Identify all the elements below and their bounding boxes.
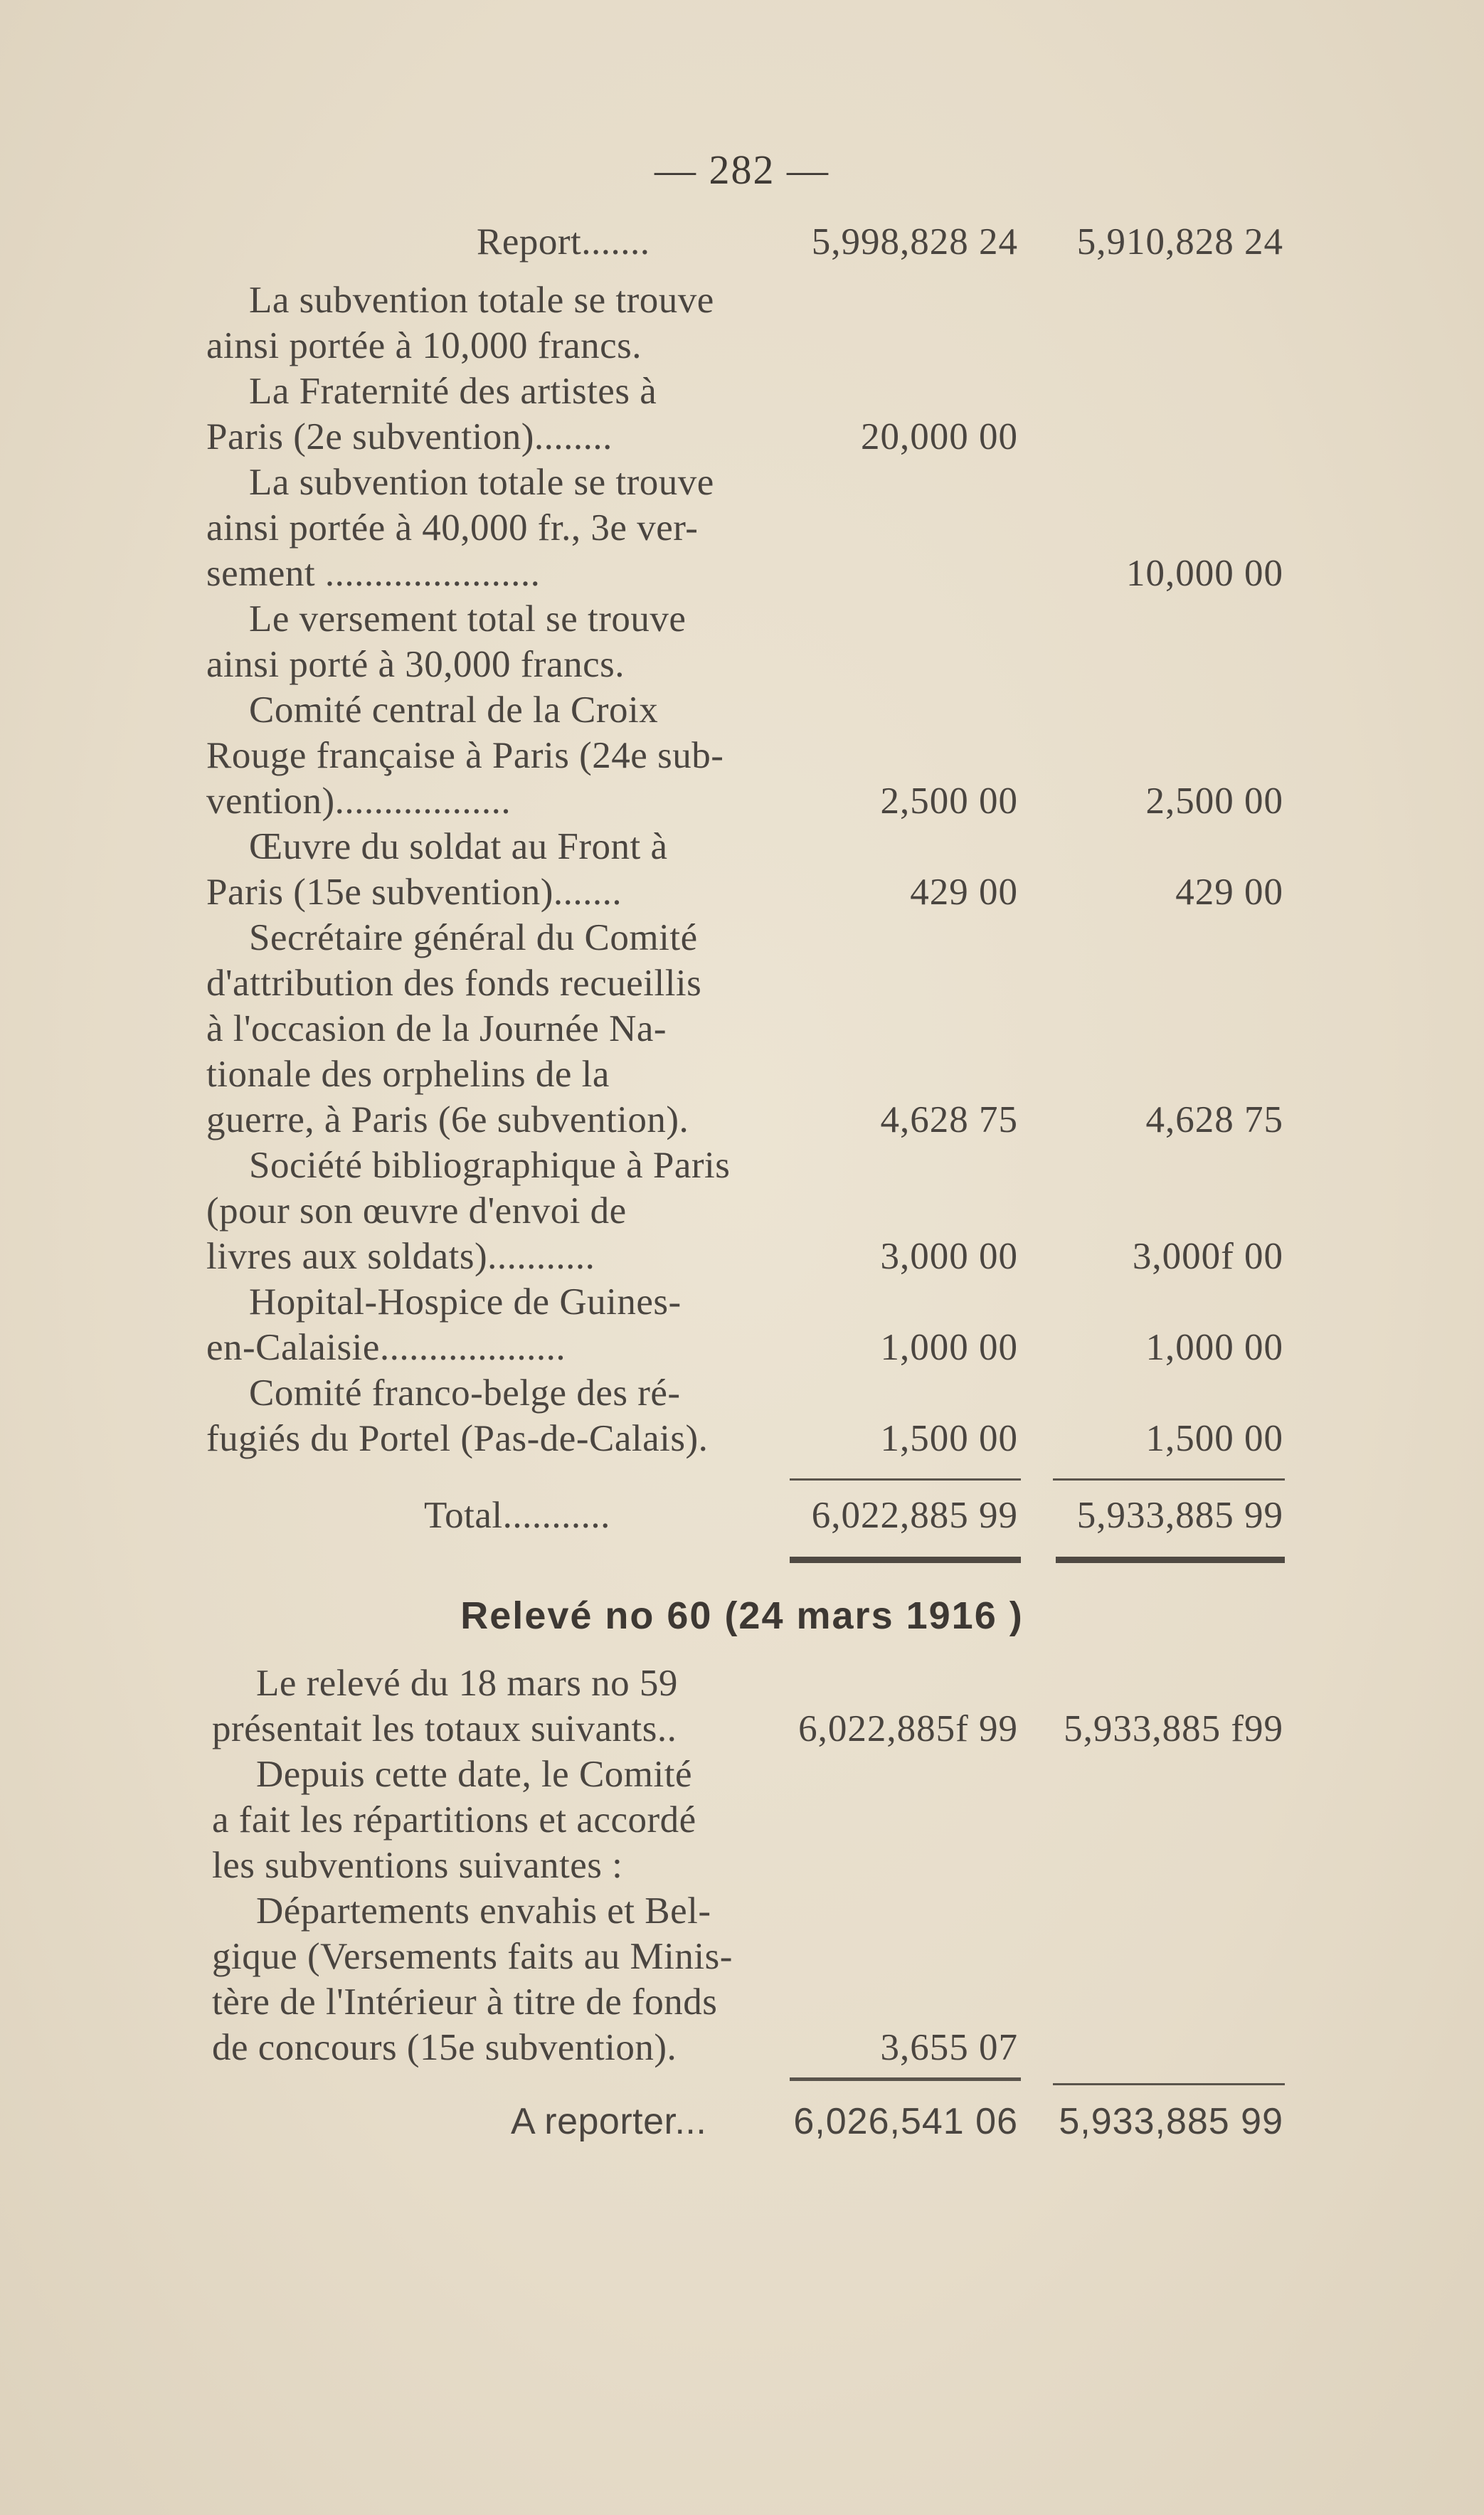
entry-line: vention).................. <box>206 780 512 822</box>
report-label: Report....... <box>477 221 650 263</box>
entry-line: Hopital-Hospice de Guines- <box>249 1281 682 1323</box>
entry-col2: 1,500 00 <box>1145 1418 1283 1459</box>
entry-col1: 2,500 00 <box>880 780 1018 822</box>
total-double-rule-col1 <box>790 1557 1021 1563</box>
total-rule-col2 <box>1053 1478 1285 1481</box>
carry-rule-col2 <box>1053 2083 1285 2085</box>
entry-line: ainsi portée à 40,000 fr., 3e ver- <box>206 507 699 549</box>
entry-line: Œuvre du soldat au Front à <box>249 826 668 867</box>
total-col2: 5,933,885 99 <box>1076 1495 1283 1536</box>
releve-heading: Relevé no 60 (24 mars 1916 ) <box>460 1594 1024 1637</box>
entry-col1: 429 00 <box>910 872 1018 913</box>
releve-line: les subventions suivantes : <box>212 1845 623 1886</box>
releve-line: présentait les totaux suivants.. <box>212 1708 677 1749</box>
entry-line: livres aux soldats)........... <box>206 1236 595 1277</box>
entry-line: La Fraternité des artistes à <box>249 371 657 412</box>
entry-line: en-Calaisie................... <box>206 1327 566 1368</box>
entry-line: ainsi portée à 10,000 francs. <box>206 325 642 366</box>
entry-line: Secrétaire général du Comité <box>249 917 698 958</box>
releve-intro-col1: 6,022,885f 99 <box>798 1708 1018 1749</box>
total-double-rule-col2 <box>1056 1557 1285 1563</box>
total-rule-col1 <box>790 1478 1021 1481</box>
entry-line: sement ...................... <box>206 553 541 594</box>
entry-col1: 3,000 00 <box>880 1236 1018 1277</box>
carry-label: A reporter... <box>511 2101 707 2142</box>
entry-line: (pour son œuvre d'envoi de <box>206 1190 627 1232</box>
entry-line: fugiés du Portel (Pas-de-Calais). <box>206 1418 709 1459</box>
releve-line: tère de l'Intérieur à titre de fonds <box>212 1981 718 2023</box>
carry-col1: 6,026,541 06 <box>793 2101 1018 2142</box>
entry-line: Comité franco-belge des ré- <box>249 1372 681 1414</box>
report-col2: 5,910,828 24 <box>1076 221 1283 263</box>
releve-line: a fait les répartitions et accordé <box>212 1799 696 1841</box>
entry-col2: 10,000 00 <box>1126 553 1283 594</box>
entry-line: ainsi porté à 30,000 francs. <box>206 644 625 685</box>
entry-line: Société bibliographique à Paris <box>249 1145 731 1186</box>
entry-col2: 3,000f 00 <box>1132 1236 1283 1277</box>
entry-col2: 4,628 75 <box>1145 1099 1283 1140</box>
releve-intro-col2: 5,933,885 f99 <box>1064 1708 1283 1749</box>
entry-col2: 2,500 00 <box>1145 780 1283 822</box>
entry-col1: 4,628 75 <box>880 1099 1018 1140</box>
releve-line: Départements envahis et Bel- <box>256 1890 711 1932</box>
releve-line: de concours (15e subvention). <box>212 2027 677 2068</box>
releve-line: gique (Versements faits au Minis- <box>212 1936 733 1977</box>
total-col1: 6,022,885 99 <box>811 1495 1018 1536</box>
entry-col1: 1,500 00 <box>880 1418 1018 1459</box>
entry-line: à l'occasion de la Journée Na- <box>206 1008 667 1049</box>
carry-rule-col1 <box>790 2077 1021 2081</box>
entry-line: La subvention totale se trouve <box>249 462 714 503</box>
entry-line: Paris (2e subvention)........ <box>206 416 613 457</box>
report-col1: 5,998,828 24 <box>811 221 1018 263</box>
total-label: Total........... <box>424 1495 610 1536</box>
entry-line: tionale des orphelins de la <box>206 1054 610 1095</box>
entry-col2: 1,000 00 <box>1145 1327 1283 1368</box>
entry-line: guerre, à Paris (6e subvention). <box>206 1099 689 1140</box>
releve-dept-col1: 3,655 07 <box>880 2027 1018 2068</box>
entry-col1: 20,000 00 <box>861 416 1018 457</box>
entry-col1: 1,000 00 <box>880 1327 1018 1368</box>
page-number: — 282 — <box>654 147 830 193</box>
entry-col2: 429 00 <box>1175 872 1283 913</box>
entry-line: Paris (15e subvention)....... <box>206 872 622 913</box>
releve-line: Depuis cette date, le Comité <box>256 1754 692 1795</box>
carry-col2: 5,933,885 99 <box>1059 2101 1283 2142</box>
entry-line: d'attribution des fonds recueillis <box>206 963 702 1004</box>
entry-line: Comité central de la Croix <box>249 689 659 731</box>
entry-line: Rouge française à Paris (24e sub- <box>206 735 724 776</box>
releve-line: Le relevé du 18 mars no 59 <box>256 1663 678 1704</box>
entry-line: La subvention totale se trouve <box>249 280 714 321</box>
entry-line: Le versement total se trouve <box>249 598 687 640</box>
